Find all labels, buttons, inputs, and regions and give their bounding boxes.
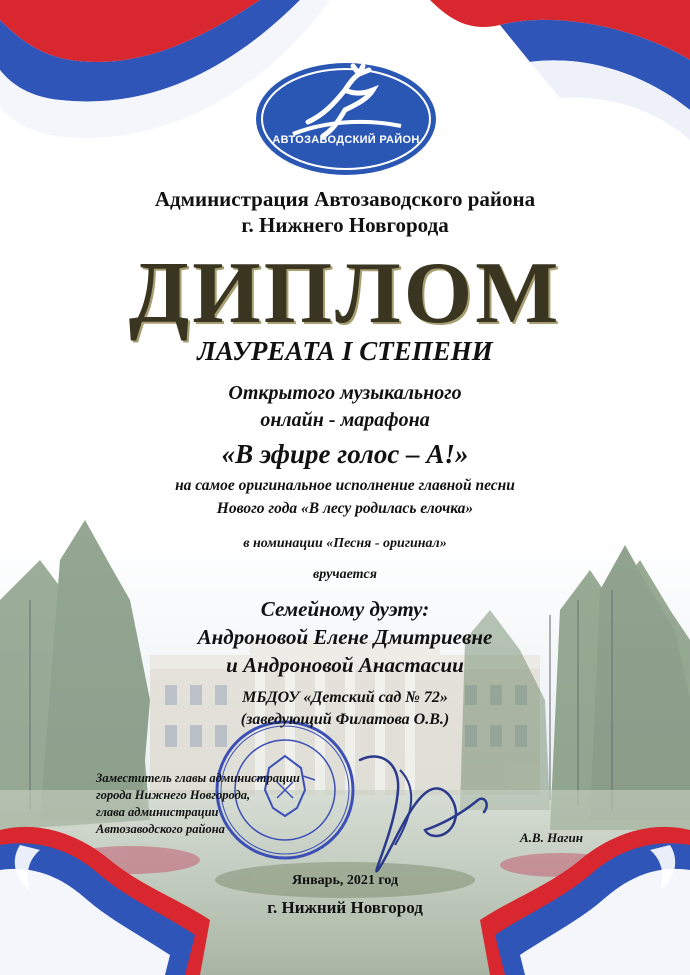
deer-emblem-icon — [253, 60, 439, 178]
event-line-1: Открытого музыкального — [228, 382, 462, 404]
recipient-line-3: и Андроновой Анастасии — [226, 653, 464, 677]
nomination: в номинации «Песня - оригинал» — [243, 536, 447, 551]
signatory-line-2: города Нижнего Новгорода, — [96, 788, 251, 802]
reason-line-1: на самое оригинальное исполнение главной песни — [175, 477, 515, 494]
institution-name: МБДОУ «Детский сад № 72» — [242, 689, 448, 706]
issue-date: Январь, 2021 год — [291, 873, 399, 888]
institution-head: (заведующий Филатова О.В.) — [240, 711, 450, 728]
awarded-label: вручается — [313, 567, 377, 582]
signatory-name: А.В. Нагин — [520, 830, 583, 845]
logo-label: АВТОЗАВОДСКИЙ РАЙОН — [272, 134, 420, 146]
recipient-line-1: Семейному дуэту: — [260, 597, 430, 621]
signatory-line-4: Автозаводского района — [96, 822, 225, 836]
recipient-line-2: Андроновой Елене Дмитриевне — [197, 625, 493, 649]
event-line-2: онлайн - марафона — [260, 409, 430, 431]
issue-city: г. Нижний Новгород — [267, 898, 423, 917]
reason-line-2: Нового года «В лесу родилась елочка» — [216, 500, 474, 517]
signatory-line-1: Заместитель главы администрации — [96, 771, 300, 785]
signatory-title — [96, 770, 396, 838]
diploma-subtitle: ЛАУРЕАТА I СТЕПЕНИ — [197, 336, 493, 366]
organization-city: г. Нижнего Новгорода — [241, 213, 449, 237]
signatory-line-3: глава администрации — [96, 805, 219, 819]
event-name: «В эфире голос – А!» — [221, 439, 469, 469]
diploma-title: ДИПЛОМ — [128, 245, 562, 342]
organization-name: Администрация Автозаводского района — [154, 187, 536, 211]
